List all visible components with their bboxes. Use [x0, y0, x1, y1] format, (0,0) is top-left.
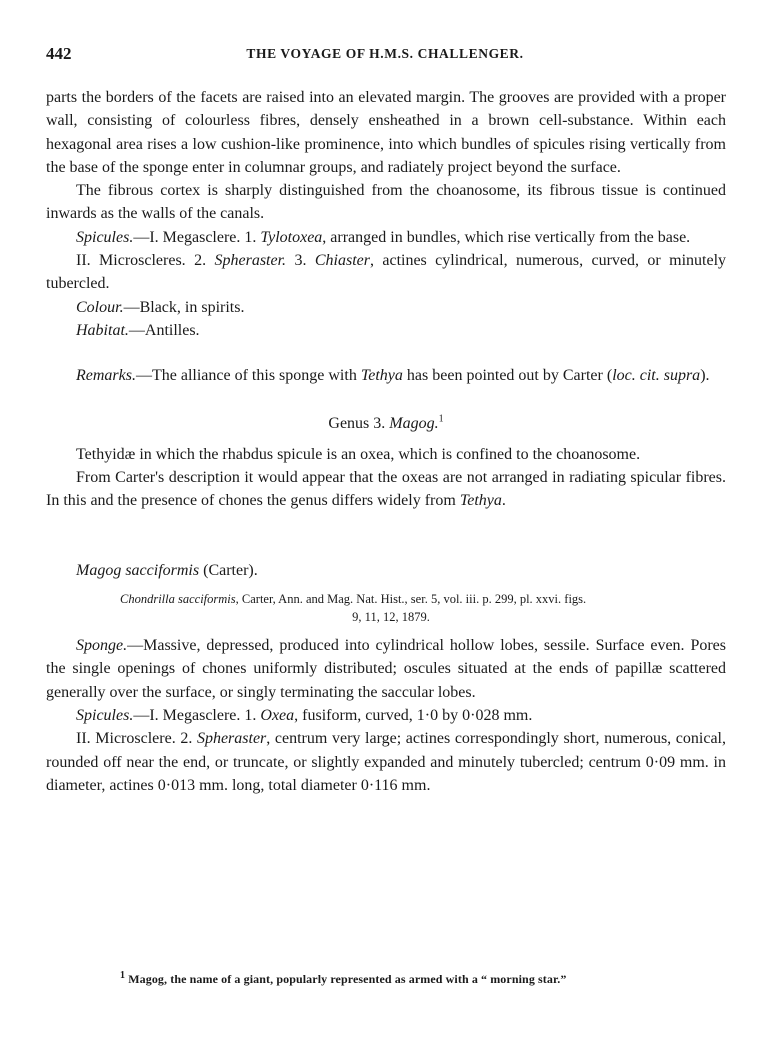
paragraph-colour: Colour.—Black, in spirits. [76, 298, 245, 316]
page-body [46, 86, 726, 797]
species-name: Magog sacciformis [76, 561, 200, 579]
genus-term: Tethya [459, 492, 502, 510]
paragraph-microscleres-1: II. Microscleres. 2. Spheraster. 3. Chiaster, actines cylindrical, numerous, curved, or minutely tubercled. [46, 252, 727, 293]
running-title: THE VOYAGE OF H.M.S. CHALLENGER. [246, 46, 524, 61]
paragraph-genus-definition: Tethyidæ in which the rhabdus spicule is an oxea, which is confined to the choanosome. [76, 445, 641, 463]
genus-heading: Genus 3. Magog.$^1$ [328, 413, 444, 432]
footnote-text: Magog, the name of a giant, popularly represented as armed with a “ morning star.” [125, 972, 567, 986]
synonym-name: Chondrilla sacciformis [120, 592, 236, 607]
spicules-label: Spicules. [76, 228, 134, 246]
synonymy-reference: Chondrilla sacciformis, Carter, Ann. and Mag. Nat. Hist., ser. 5, vol. iii. p. 299, pl. xxvi. figs. 9, 11, 12, 1879. [120, 592, 587, 625]
spicule-term: Tylotoxea [260, 228, 323, 246]
paragraph-carter-description: From Carter's description it would appear that the oxeas are not arranged in radiating spicular fibres. In this and the presence of chones the genus differs widely from Tethya. [46, 469, 726, 510]
paragraph-spicules-1: Spicules.—I. Megasclere. 1. Tylotoxea, arranged in bundles, which rise vertically from the base. [76, 228, 691, 246]
citation: loc. cit. supra [612, 367, 701, 385]
spicule-term: Chiaster [314, 252, 370, 270]
spicule-term: Oxea [260, 706, 295, 724]
colour-label: Colour. [76, 298, 124, 316]
genus-term: Tethya [360, 367, 403, 385]
paragraph-sponge: Sponge.—Massive, depressed, produced into cylindrical hollow lobes, sessile. Surface even. Pores the single openings of chones uniformly distributed; oscules situated at the ends of papillæ scattered generally over the surface, or singly terminating the saccular lobes. [46, 637, 726, 701]
paragraph-microsclere-2: II. Microsclere. 2. Spheraster, centrum very large; actines correspondingly short, numerous, conical, rounded off near the end, or truncate, or slightly expanded and minutely tubercled; centrum 0·09 mm. in diameter, actines 0·013 mm. long, total diameter 0·116 mm. [46, 730, 726, 794]
paragraph-grooves: parts the borders of the facets are raised into an elevated margin. The grooves are provided with a proper wall, consisting of colourless fibres, densely ensheathed in a brown cell-substance. Within each hexagonal area rises a low cushion-like prominence, into which bundles of spicules rising vertically from the base of the sponge enter in columnar groups, and radiately project beyond the surface. [46, 89, 726, 176]
sponge-label: Sponge. [76, 637, 128, 655]
spicule-term: Spheraster. [214, 252, 287, 270]
page-number: 442 [46, 44, 72, 63]
footnote [120, 972, 567, 987]
paragraph-spicules-2: Spicules.—I. Megasclere. 1. Oxea, fusiform, curved, 1·0 by 0·028 mm. [76, 706, 533, 724]
genus-name: Magog. [389, 414, 439, 432]
footnote-number: 1 [120, 970, 126, 981]
habitat-label: Habitat. [76, 321, 129, 339]
paragraph-habitat: Habitat.—Antilles. [76, 321, 200, 339]
spicule-term: Spheraster [196, 730, 267, 748]
paragraph-cortex: The fibrous cortex is sharply distinguished from the choanosome, its fibrous tissue is continued inwards as the walls of the canals. [46, 182, 726, 223]
spicules-label: Spicules. [76, 706, 134, 724]
remarks-label: Remarks. [76, 367, 136, 385]
footnote-marker: 1 [438, 413, 444, 425]
species-heading: Magog sacciformis (Carter). [76, 561, 258, 579]
page-header [46, 44, 724, 66]
paragraph-remarks: Remarks.—The alliance of this sponge with Tethya has been pointed out by Carter (loc. cit. supra). [76, 367, 710, 385]
